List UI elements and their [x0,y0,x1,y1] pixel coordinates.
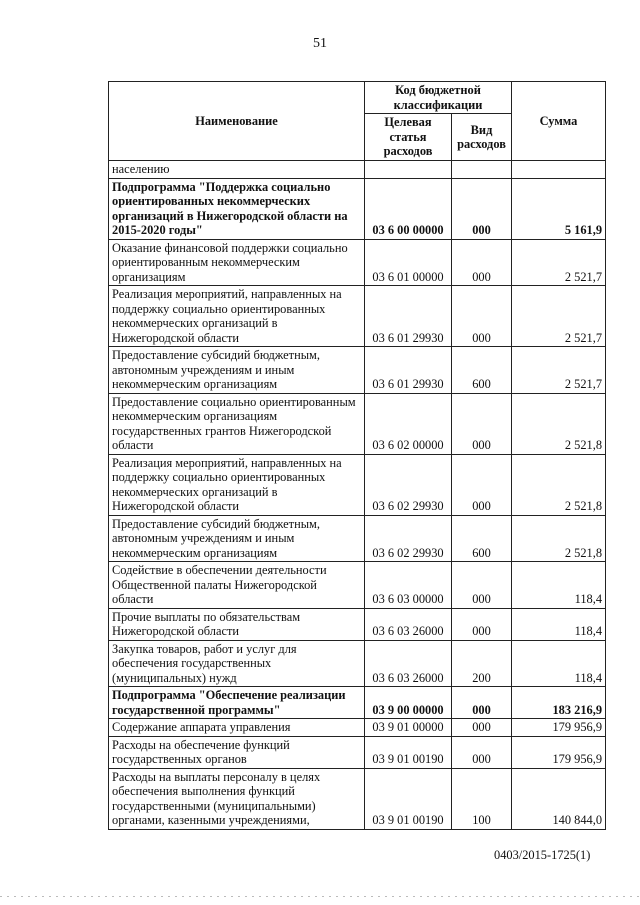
row-target-article: 03 9 01 00000 [365,719,452,737]
row-target-article: 03 9 00 00000 [365,687,452,719]
row-amount: 183 216,9 [512,687,606,719]
row-name: Предоставление социально ориентированным некоммерческим организациям государственных грантов Нижегородской области [109,393,365,454]
row-amount: 118,4 [512,608,606,640]
row-name: Реализация мероприятий, направленных на поддержку социально ориентированных некоммерческих организаций в Нижегородской области [109,454,365,515]
row-expense-type [452,161,512,179]
row-name: Оказание финансовой поддержки социально ориентированным некоммерческим организациям [109,239,365,286]
row-target-article: 03 6 01 29930 [365,347,452,394]
row-target-article [365,161,452,179]
header-target-article: Целевая статья расходов [365,114,452,161]
row-expense-type: 000 [452,286,512,347]
row-name: Содержание аппарата управления [109,719,365,737]
table-row [109,454,606,515]
table-body [109,161,606,830]
row-name: Предоставление субсидий бюджетным, автономным учреждениям и иным некоммерческим организациям [109,515,365,562]
table-row [109,608,606,640]
row-amount: 2 521,7 [512,239,606,286]
row-name: Содействие в обеспечении деятельности Общественной палаты Нижегородской области [109,562,365,609]
row-amount: 140 844,0 [512,768,606,829]
row-name: Расходы на обеспечение функций государственных органов [109,736,365,768]
row-amount: 118,4 [512,562,606,609]
document-code: 0403/2015-1725(1) [494,848,591,862]
table-row [109,347,606,394]
header-classification: Код бюджетной классификации [365,82,512,114]
row-target-article: 03 6 02 00000 [365,393,452,454]
row-amount: 118,4 [512,640,606,687]
table-row [109,393,606,454]
row-amount [512,161,606,179]
row-expense-type: 600 [452,347,512,394]
table-row [109,719,606,737]
table-row [109,736,606,768]
row-expense-type: 000 [452,608,512,640]
row-target-article: 03 6 02 29930 [365,515,452,562]
row-expense-type: 000 [452,719,512,737]
row-name: Прочие выплаты по обязательствам Нижегородской области [109,608,365,640]
table-row [109,687,606,719]
row-expense-type: 200 [452,640,512,687]
row-expense-type: 000 [452,736,512,768]
table-row [109,768,606,829]
row-amount: 179 956,9 [512,736,606,768]
row-amount: 2 521,8 [512,393,606,454]
row-target-article: 03 9 01 00190 [365,768,452,829]
table-row [109,178,606,239]
row-name: Подпрограмма "Поддержка социально ориентированных некоммерческих организаций в Нижегородской области на 2015-2020 годы" [109,178,365,239]
row-target-article: 03 6 03 00000 [365,562,452,609]
row-name: Расходы на выплаты персоналу в целях обеспечения выполнения функций государственными (муниципальными) органами, казенными учреждениями, [109,768,365,829]
page-number: 51 [313,36,327,51]
row-target-article: 03 6 02 29930 [365,454,452,515]
row-target-article: 03 6 03 26000 [365,608,452,640]
row-target-article: 03 6 01 00000 [365,239,452,286]
row-expense-type: 000 [452,562,512,609]
row-target-article: 03 6 01 29930 [365,286,452,347]
row-amount: 2 521,7 [512,286,606,347]
row-expense-type: 000 [452,178,512,239]
row-name: Подпрограмма "Обеспечение реализации государственной программы" [109,687,365,719]
row-target-article: 03 6 00 00000 [365,178,452,239]
row-target-article: 03 6 03 26000 [365,640,452,687]
table-row [109,640,606,687]
row-expense-type: 600 [452,515,512,562]
row-expense-type: 100 [452,768,512,829]
row-expense-type: 000 [452,454,512,515]
table-row [109,286,606,347]
row-amount: 179 956,9 [512,719,606,737]
row-name: Реализация мероприятий, направленных на поддержку социально ориентированных некоммерческих организаций в Нижегородской области [109,286,365,347]
row-name: Закупка товаров, работ и услуг для обеспечения государственных (муниципальных) нужд [109,640,365,687]
row-expense-type: 000 [452,687,512,719]
row-expense-type: 000 [452,393,512,454]
scan-edge-line [0,896,640,897]
table-row [109,161,606,179]
row-name: Предоставление субсидий бюджетным, автономным учреждениям и иным некоммерческим организациям [109,347,365,394]
budget-table [108,81,606,830]
header-amount: Сумма [512,82,606,161]
row-target-article: 03 9 01 00190 [365,736,452,768]
table-header-row [109,82,606,114]
row-expense-type: 000 [452,239,512,286]
row-amount: 2 521,7 [512,347,606,394]
row-amount: 2 521,8 [512,515,606,562]
table-row [109,515,606,562]
row-name: населению [109,161,365,179]
header-name: Наименование [109,82,365,161]
table-row [109,239,606,286]
header-expense-type: Вид расходов [452,114,512,161]
row-amount: 2 521,8 [512,454,606,515]
row-amount: 5 161,9 [512,178,606,239]
table-row [109,562,606,609]
